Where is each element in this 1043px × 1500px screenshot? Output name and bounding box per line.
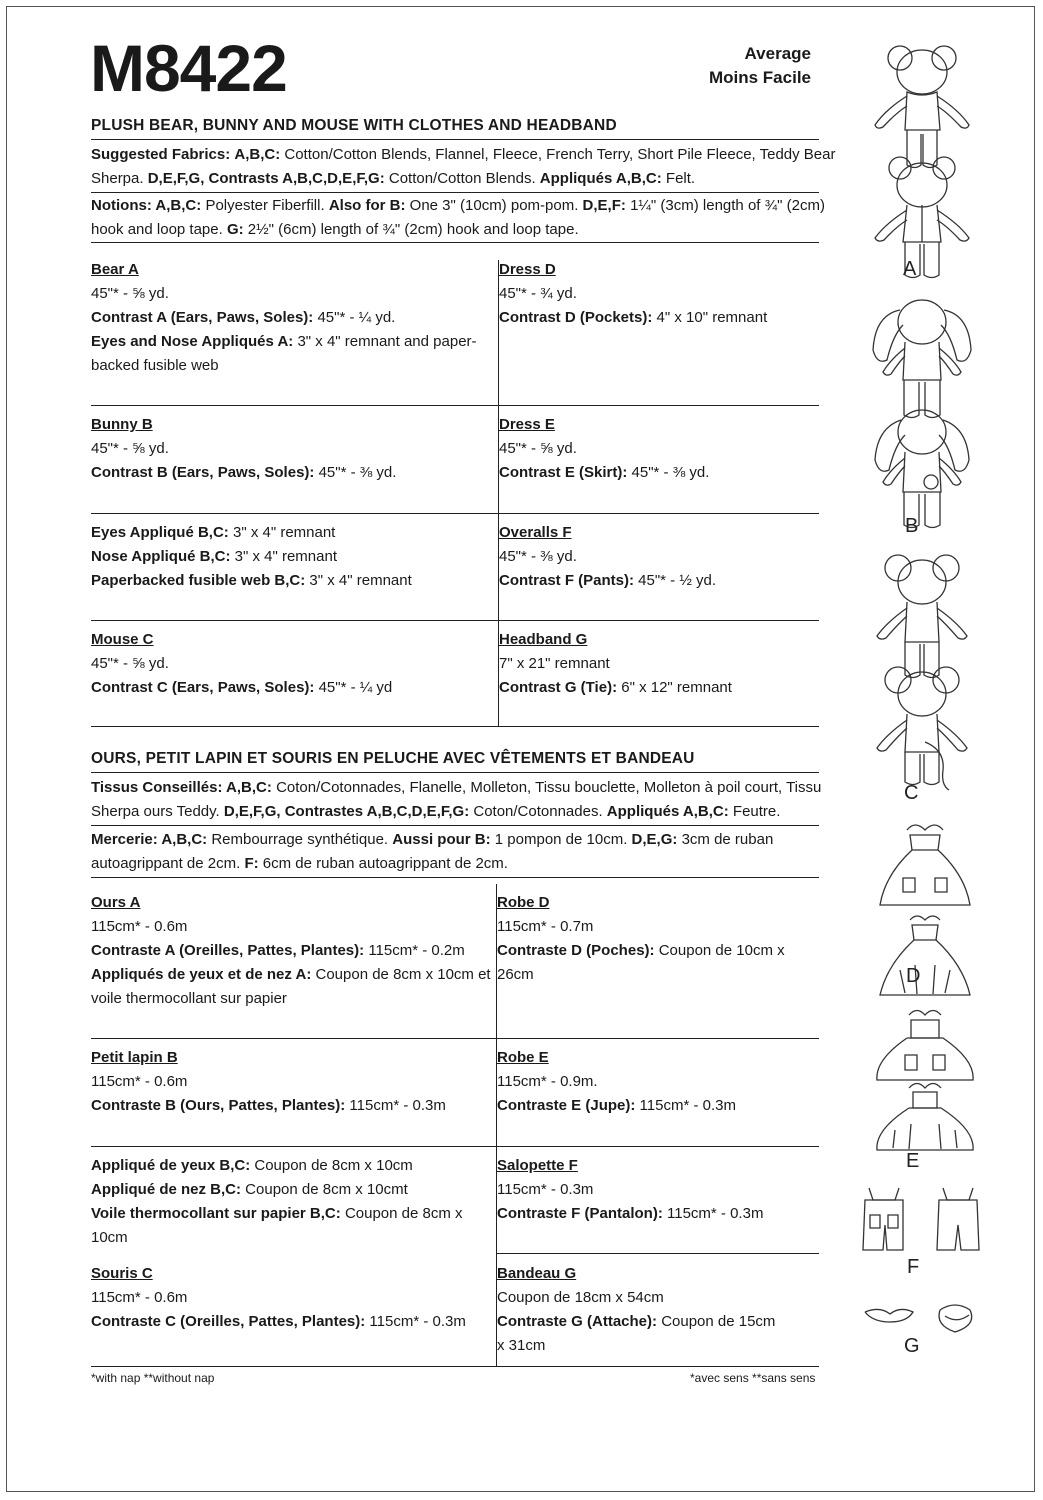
salopette-f-block: Salopette F 115cm* - 0.3m Contraste F (Pantalon): 115cm* - 0.3m bbox=[497, 1157, 764, 1222]
notions-line-1: Notions: A,B,C: Polyester Fiberfill. Also for B: One 3" (10cm) pom-pom. D,E,F: 1¼" (3cm) length of ¾" (2cm) bbox=[91, 197, 825, 214]
pattern-number: M8422 bbox=[90, 31, 287, 105]
applique-block: Appliqué de yeux B,C: Coupon de 8cm x 10cm Appliqué de nez B,C: Coupon de 8cm x 10cmt Voile thermocollant sur papier B,C: Coupon de 8cm x 10cm bbox=[91, 1157, 463, 1246]
eyes-applique-block: Eyes Appliqué B,C: 3" x 4" remnant Nose Appliqué B,C: 3" x 4" remnant Paperbacked fusible web B,C: 3" x 4" remnant bbox=[91, 524, 412, 589]
robe-d-block: Robe D 115cm* - 0.7m Contraste D (Poches): Coupon de 10cm x 26cm bbox=[497, 894, 785, 983]
divider bbox=[91, 726, 819, 727]
divider bbox=[91, 1038, 819, 1039]
ours-a-block: Ours A 115cm* - 0.6m Contraste A (Oreilles, Pattes, Plantes): 115cm* - 0.2m Appliqués de yeux et de nez A: Coupon de 8cm x 10cm et voile thermocollant sur papier bbox=[91, 894, 491, 1007]
souris-c-block: Souris C 115cm* - 0.6m Contraste C (Oreilles, Pattes, Plantes): 115cm* - 0.3m bbox=[91, 1265, 466, 1330]
mouse-c-block: Mouse C 45"* - ⅝ yd. Contrast C (Ears, Paws, Soles): 45"* - ¼ yd bbox=[91, 631, 393, 696]
divider bbox=[91, 620, 819, 621]
view-letter-a: A bbox=[903, 258, 917, 280]
headband-g-block: Headband G 7" x 21" remnant Contrast G (Tie): 6" x 12" remnant bbox=[499, 631, 732, 696]
tissus-line-2: Sherpa ours Teddy. D,E,F,G, Contrastes A,B,C,D,E,F,G: Coton/Cotonnades. Appliqués A,B,C: Feutre. bbox=[91, 803, 781, 820]
bunny-back-drawing bbox=[875, 410, 969, 528]
mouse-front-drawing bbox=[877, 555, 967, 678]
divider bbox=[91, 1146, 819, 1147]
dress-e-block: Dress E 45"* - ⅝ yd. Contrast E (Skirt): 45"* - ⅜ yd. bbox=[499, 416, 710, 481]
divider bbox=[91, 242, 819, 243]
view-letter-e: E bbox=[906, 1150, 920, 1172]
view-letter-b: B bbox=[905, 515, 919, 537]
bear-back-drawing bbox=[875, 157, 969, 278]
french-title: OURS, PETIT LAPIN ET SOURIS EN PELUCHE AVEC VÊTEMENTS ET BANDEAU bbox=[91, 750, 695, 767]
divider bbox=[91, 877, 819, 878]
divider bbox=[91, 513, 819, 514]
notions-line-2: hook and loop tape. G: 2½" (6cm) length of ¾" (2cm) hook and loop tape. bbox=[91, 221, 579, 238]
divider bbox=[91, 405, 819, 406]
view-illustrations bbox=[845, 30, 1005, 1360]
headband-g-drawing bbox=[865, 1305, 972, 1332]
fabrics-line-2: Sherpa. D,E,F,G, Contrasts A,B,C,D,E,F,G: Cotton/Cotton Blends. Appliqués A,B,C: Felt. bbox=[91, 170, 696, 187]
view-letter-d: D bbox=[906, 965, 921, 987]
dress-e-drawing bbox=[877, 1011, 973, 1151]
view-letter-g: G bbox=[904, 1335, 920, 1357]
view-letter-c: C bbox=[904, 782, 919, 804]
overalls-f-block: Overalls F 45"* - ⅜ yd. Contrast F (Pants): 45"* - ½ yd. bbox=[499, 524, 717, 589]
divider bbox=[91, 825, 819, 826]
tissus-line-1: Tissus Conseillés: A,B,C: Coton/Cotonnades, Flanelle, Molleton, Tissu bouclette, Molleton à poil court, Tissu bbox=[91, 779, 822, 796]
petit-lapin-b-block: Petit lapin B 115cm* - 0.6m Contraste B (Ours, Pattes, Plantes): 115cm* - 0.3m bbox=[91, 1049, 446, 1114]
bandeau-g-block: Bandeau G Coupon de 18cm x 54cm Contraste G (Attache): Coupon de 15cm x 31cm bbox=[497, 1265, 776, 1354]
divider bbox=[91, 1366, 819, 1367]
mercerie-line-2: autoagrippant de 2cm. F: 6cm de ruban autoagrippant de 2cm. bbox=[91, 855, 508, 872]
robe-e-block: Robe E 115cm* - 0.9m. Contraste E (Jupe): 115cm* - 0.3m bbox=[497, 1049, 736, 1114]
bunny-front-drawing bbox=[873, 300, 971, 418]
bunny-b-block: Bunny B 45"* - ⅝ yd. Contrast B (Ears, Paws, Soles): 45"* - ⅜ yd. bbox=[91, 416, 397, 481]
bear-a-block: Bear A 45"* - ⅝ yd. Contrast A (Ears, Paws, Soles): 45"* - ¼ yd. Eyes and Nose Appliqués A: 3" x 4" remnant and paper- backed fusible web bbox=[91, 261, 477, 374]
dress-d-drawing bbox=[880, 825, 970, 995]
divider bbox=[91, 772, 819, 773]
difficulty-label: Average Moins Facile bbox=[708, 44, 811, 87]
bear-front-drawing bbox=[875, 46, 969, 168]
mouse-back-drawing bbox=[877, 667, 967, 790]
view-letter-f: F bbox=[907, 1256, 920, 1278]
divider bbox=[497, 1253, 819, 1254]
fabrics-line-1: Suggested Fabrics: A,B,C: Cotton/Cotton Blends, Flannel, Fleece, French Terry, Short Pile Fleece, Teddy Bear bbox=[91, 146, 836, 163]
footer-fr: *avec sens **sans sens bbox=[690, 1371, 816, 1385]
mercerie-line-1: Mercerie: A,B,C: Rembourrage synthétique. Aussi pour B: 1 pompon de 10cm. D,E,G: 3cm de ruban bbox=[91, 831, 774, 848]
english-title: PLUSH BEAR, BUNNY AND MOUSE WITH CLOTHES AND HEADBAND bbox=[91, 117, 617, 134]
divider bbox=[91, 139, 819, 140]
divider bbox=[91, 192, 819, 193]
footer-en: *with nap **without nap bbox=[91, 1371, 215, 1385]
dress-d-block: Dress D 45"* - ¾ yd. Contrast D (Pockets): 4" x 10" remnant bbox=[499, 261, 768, 326]
overalls-f-drawing bbox=[863, 1188, 979, 1250]
